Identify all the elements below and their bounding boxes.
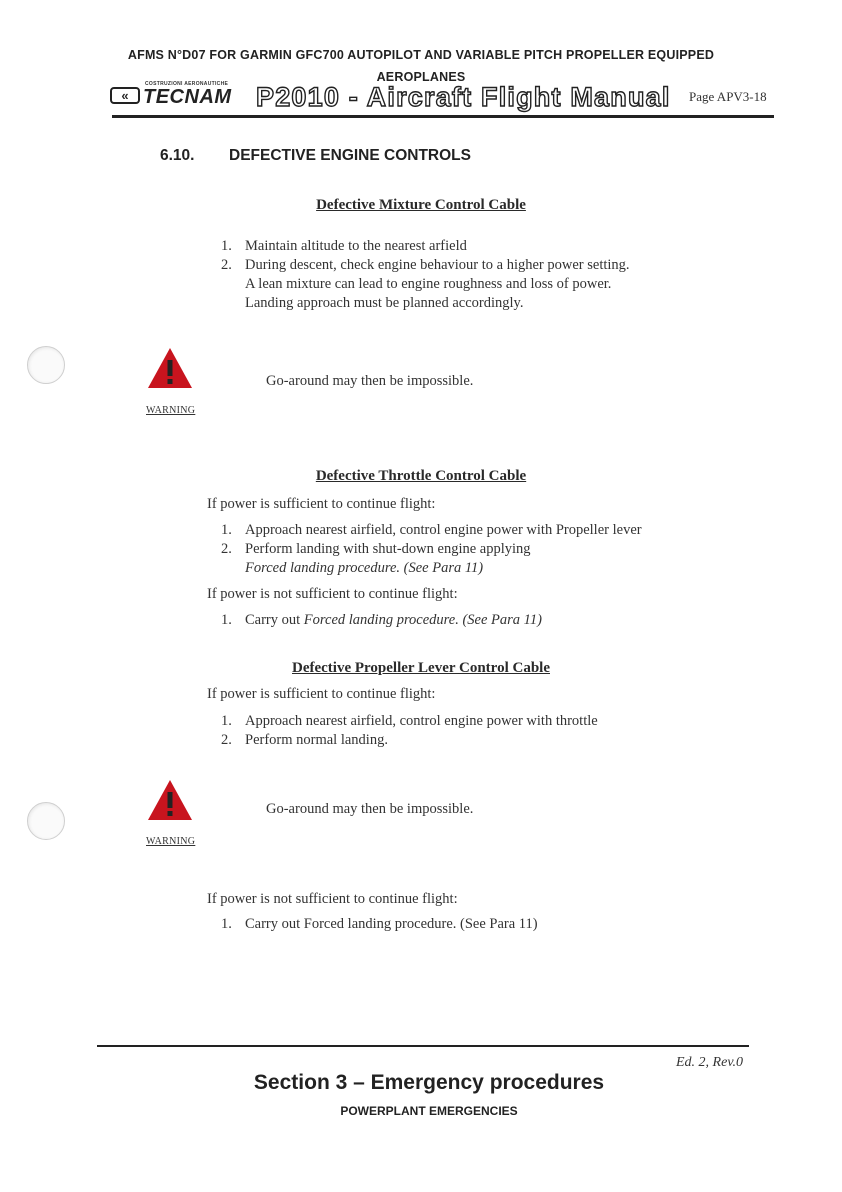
- list-item: 1. Approach nearest airfield, control engine power with Propeller lever: [221, 522, 642, 538]
- throttle-subheading: Defective Throttle Control Cable: [315, 468, 527, 484]
- list-item: 1. Carry out Forced landing procedure. (See Para 11): [221, 612, 542, 628]
- warning-triangle-icon: [146, 778, 194, 822]
- logo-name: TECNAM: [143, 86, 232, 108]
- section-title: DEFECTIVE ENGINE CONTROLS: [229, 147, 471, 164]
- logo-small-text: COSTRUZIONI AERONAUTICHE: [145, 81, 229, 87]
- section-number: 6.10.: [160, 147, 195, 164]
- list-item: 1. Carry out Forced landing procedure. (See Para 11): [221, 916, 538, 932]
- list-item-continuation: Forced landing procedure. (See Para 11): [245, 560, 484, 576]
- warning-text: Go-around may then be impossible.: [266, 801, 474, 817]
- tecnam-logo: [110, 81, 232, 108]
- footer-divider: [97, 1045, 749, 1047]
- list-item: 1. Approach nearest airfield, control engine power with throttle: [221, 713, 598, 729]
- list-item: 1. Maintain altitude to the nearest arfield: [221, 238, 467, 254]
- propeller-subheading: Defective Propeller Lever Control Cable: [292, 660, 550, 676]
- header-divider: [112, 115, 774, 118]
- page-reference: Page APV3-18: [689, 89, 767, 104]
- footer-section-title: Section 3 – Emergency procedures: [253, 1071, 605, 1094]
- header-line-2: AEROPLANES: [376, 70, 466, 84]
- binder-hole: [27, 802, 65, 840]
- header-line-1: AFMS N°D07 FOR GARMIN GFC700 AUTOPILOT AND VARIABLE PITCH PROPELLER EQUIPPED: [127, 48, 715, 62]
- list-item: 2. Perform landing with shut-down engine applying: [221, 541, 531, 557]
- logo-mark-icon: «: [110, 87, 140, 104]
- list-item: 2. During descent, check engine behaviour to a higher power setting.: [221, 257, 630, 273]
- footer-section-subtitle: POWERPLANT EMERGENCIES: [340, 1104, 518, 1118]
- warning-label: WARNING: [146, 836, 196, 847]
- edition-label: Ed. 2, Rev.0: [676, 1055, 743, 1070]
- condition-text: If power is not sufficient to continue flight:: [207, 891, 458, 907]
- warning-label: WARNING: [146, 405, 196, 416]
- list-item-continuation: Landing approach must be planned accordingly.: [245, 295, 524, 311]
- warning-text: Go-around may then be impossible.: [266, 373, 474, 389]
- condition-text: If power is sufficient to continue flight:: [207, 496, 436, 512]
- condition-text: If power is sufficient to continue flight:: [207, 686, 436, 702]
- section-heading: [160, 147, 471, 165]
- list-item: 2. Perform normal landing.: [221, 732, 388, 748]
- mixture-subheading: Defective Mixture Control Cable: [316, 197, 526, 213]
- binder-hole: [27, 346, 65, 384]
- list-item-continuation: A lean mixture can lead to engine roughness and loss of power.: [245, 276, 612, 292]
- condition-text: If power is not sufficient to continue flight:: [207, 586, 458, 602]
- warning-triangle-icon: [146, 346, 194, 390]
- manual-title: P2010 - Aircraft Flight Manual: [256, 82, 671, 112]
